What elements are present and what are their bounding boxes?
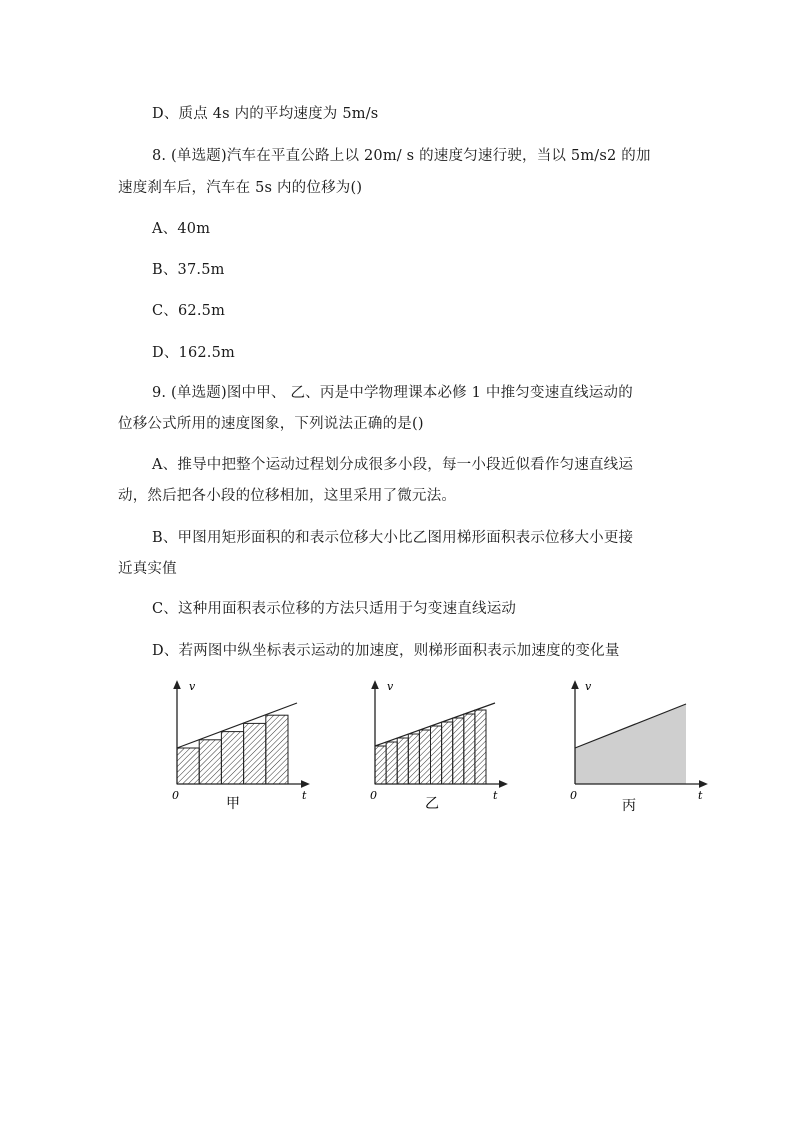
jia-rect-1 <box>177 748 199 784</box>
jia-v-label: v <box>189 680 196 693</box>
bing-origin-label: 0 <box>570 789 577 802</box>
jia-t-label: t <box>302 789 307 802</box>
q8-option-b: B、37.5m <box>152 262 225 278</box>
yi-rect-10 <box>475 710 486 784</box>
bing-t-label: t <box>698 789 703 802</box>
graph-bing <box>570 680 704 814</box>
jia-rect-3 <box>221 732 243 784</box>
jia-rectangles <box>177 715 288 784</box>
q8-option-d: D、162.5m <box>152 345 235 361</box>
yi-rect-5 <box>419 730 430 784</box>
yi-rect-7 <box>442 722 453 784</box>
yi-rect-6 <box>431 726 442 784</box>
yi-rect-9 <box>464 714 475 784</box>
q8-option-a: A、40m <box>152 221 211 237</box>
yi-caption: 乙 <box>425 796 439 812</box>
q9-option-c: C、这种用面积表示位移的方法只适用于匀变速直线运动 <box>152 601 517 617</box>
q8-option-c: C、62.5m <box>152 303 226 319</box>
jia-rect-4 <box>244 723 266 784</box>
q8-stem-line2: 速度刹车后，汽车在 5s 内的位移为() <box>118 180 363 196</box>
yi-origin-label: 0 <box>370 789 377 802</box>
yi-rect-4 <box>408 734 419 784</box>
yi-rect-8 <box>453 718 464 784</box>
q9-option-b-line1: B、甲图用矩形面积的和表示位移大小比乙图用梯形面积表示位移大小更接 <box>152 530 634 546</box>
q8-stem-line1: 8. (单选题)汽车在平直公路上以 20m/ s 的速度匀速行驶，当以 5m/s2 的加 <box>152 148 651 164</box>
bing-v-label: v <box>585 680 592 693</box>
velocity-graphs-figure <box>160 676 720 821</box>
graph-jia <box>172 680 307 812</box>
q9-option-a-line1: A、推导中把整个运动过程划分成很多小段，每一小段近似看作匀速直线运 <box>152 457 634 473</box>
yi-rect-2 <box>386 742 397 784</box>
bing-caption: 丙 <box>622 798 636 814</box>
q9-option-d: D、若两图中纵坐标表示运动的加速度，则梯形面积表示加速度的变化量 <box>152 643 620 659</box>
q9-stem-line2: 位移公式所用的速度图象，下列说法正确的是() <box>118 416 424 432</box>
yi-rectangles <box>375 710 486 784</box>
q7-option-d: D、质点 4s 内的平均速度为 5m/s <box>152 106 379 122</box>
yi-rect-1 <box>375 746 386 784</box>
bing-trapezoid-area <box>575 704 686 784</box>
jia-rect-5 <box>266 715 288 784</box>
jia-caption: 甲 <box>226 796 240 812</box>
jia-origin-label: 0 <box>172 789 179 802</box>
jia-rect-2 <box>199 740 221 784</box>
yi-t-label: t <box>493 789 498 802</box>
yi-v-label: v <box>387 680 394 693</box>
q9-stem-line1: 9. (单选题)图中甲、 乙、丙是中学物理课本必修 1 中推匀变速直线运动的 <box>152 385 633 401</box>
yi-rect-3 <box>397 738 408 784</box>
q9-option-b-line2: 近真实值 <box>118 561 177 577</box>
q9-option-a-line2: 动，然后把各小段的位移相加，这里采用了微元法。 <box>118 488 457 504</box>
graph-yi <box>370 680 504 812</box>
